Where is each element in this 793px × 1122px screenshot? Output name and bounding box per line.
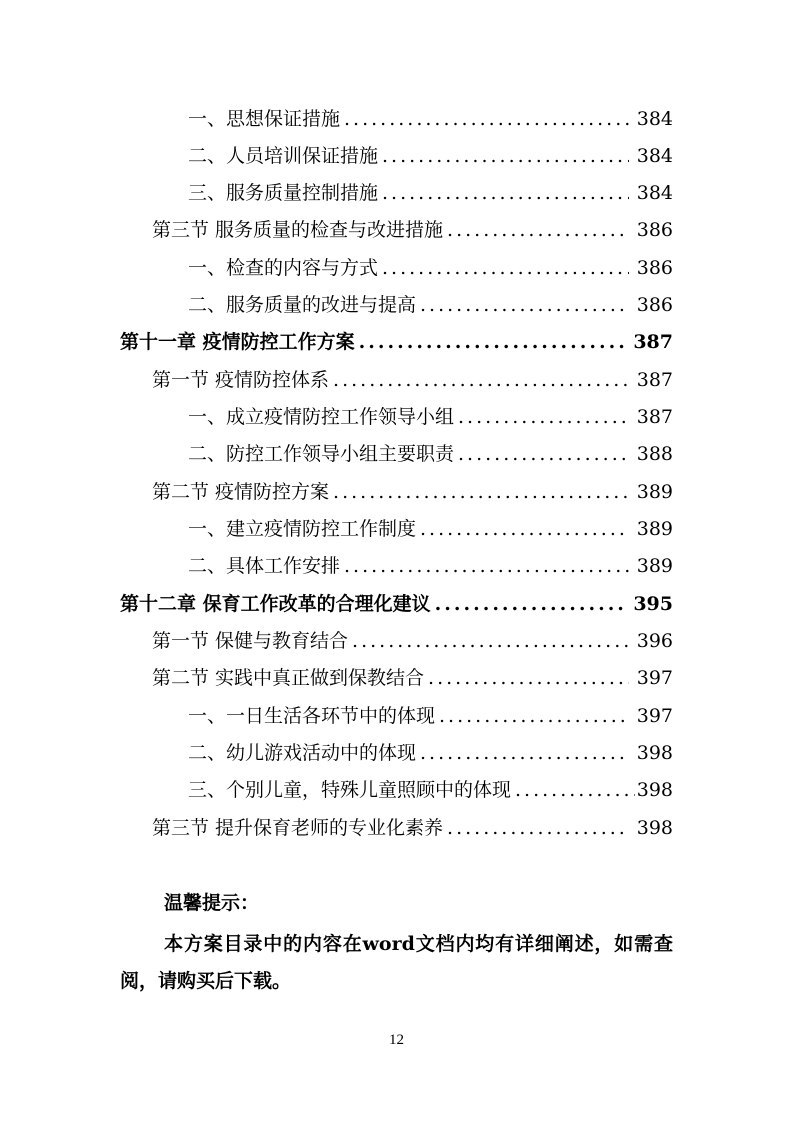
note-body: 本方案目录中的内容在word文档内均有详细阐述，如需查阅，请购买后下载。 xyxy=(120,933,673,992)
toc-entry[interactable] xyxy=(188,439,673,469)
toc-entry-page: 384 xyxy=(636,182,673,204)
page-number: 12 xyxy=(389,1032,404,1048)
toc-entry-title: 一、检查的内容与方式 xyxy=(188,257,379,279)
toc-leader-dots xyxy=(420,290,629,320)
toc-entry-title: 二、人员培训保证措施 xyxy=(188,145,379,167)
toc-entry-page: 398 xyxy=(636,817,673,839)
toc-leader-dots xyxy=(458,439,629,469)
toc-entry-title: 一、思想保证措施 xyxy=(188,108,341,130)
toc-leader-dots xyxy=(359,327,626,357)
toc-entry[interactable] xyxy=(188,738,673,768)
toc-entry-title: 第十一章 疫情防控工作方案 xyxy=(120,331,355,353)
toc-entry[interactable] xyxy=(188,775,673,805)
toc-entry[interactable] xyxy=(188,178,673,208)
toc-entry-section[interactable] xyxy=(152,215,673,245)
toc-entry-title: 三、服务质量控制措施 xyxy=(188,182,379,204)
toc-leader-dots xyxy=(458,402,629,432)
toc-entry-page: 396 xyxy=(636,630,673,652)
toc-leader-dots xyxy=(447,215,629,245)
toc-entry-section[interactable] xyxy=(152,365,673,395)
toc-leader-dots xyxy=(382,141,629,171)
toc-leader-dots xyxy=(344,551,629,581)
toc-entry-title: 二、具体工作安排 xyxy=(188,555,341,577)
toc-entry-title: 三、个别儿童，特殊儿童照顾中的体现 xyxy=(188,779,512,801)
toc-entry-title: 第一节 保健与教育结合 xyxy=(152,630,349,652)
note-heading: 温馨提示： xyxy=(164,892,260,914)
toc-entry-page: 386 xyxy=(636,219,673,241)
toc-entry-title: 第一节 疫情防控体系 xyxy=(152,369,330,391)
toc-entry-chapter[interactable] xyxy=(120,589,673,619)
toc-leader-dots xyxy=(420,514,629,544)
toc-leader-dots xyxy=(352,626,629,656)
toc-entry[interactable] xyxy=(188,104,673,134)
toc-entry-page: 389 xyxy=(636,481,673,503)
toc-leader-dots xyxy=(428,663,629,693)
toc-entry-title: 第十二章 保育工作改革的合理化建议 xyxy=(120,593,431,615)
toc-leader-dots xyxy=(344,104,629,134)
toc-entry-chapter[interactable] xyxy=(120,327,673,357)
toc-entry[interactable] xyxy=(188,514,673,544)
toc-entry-page: 397 xyxy=(636,705,673,727)
toc-entry[interactable] xyxy=(188,402,673,432)
toc-entry-page: 389 xyxy=(636,518,673,540)
toc-entry[interactable] xyxy=(188,141,673,171)
toc-entry-title: 第二节 疫情防控方案 xyxy=(152,481,330,503)
toc-entry-title: 一、成立疫情防控工作领导小组 xyxy=(188,406,455,428)
toc-leader-dots xyxy=(515,775,635,805)
toc-entry-page: 387 xyxy=(633,331,673,353)
toc-leader-dots xyxy=(420,738,629,768)
toc-entry-title: 第三节 提升保育老师的专业化素养 xyxy=(152,817,444,839)
toc-entry[interactable] xyxy=(188,701,673,731)
toc-entry-section[interactable] xyxy=(152,477,673,507)
toc-entry-title: 第二节 实践中真正做到保教结合 xyxy=(152,667,425,689)
toc-entry-title: 二、服务质量的改进与提高 xyxy=(188,294,417,316)
toc-entry-page: 388 xyxy=(636,443,673,465)
toc-entry[interactable] xyxy=(188,253,673,283)
toc-entry-page: 384 xyxy=(636,108,673,130)
toc-entry-title: 二、防控工作领导小组主要职责 xyxy=(188,443,455,465)
toc-leader-dots xyxy=(435,589,626,619)
toc-entry-section[interactable] xyxy=(152,626,673,656)
toc-leader-dots xyxy=(382,178,629,208)
toc-leader-dots xyxy=(333,477,629,507)
toc-entry-page: 395 xyxy=(633,593,673,615)
toc-entry-page: 387 xyxy=(636,406,673,428)
toc-leader-dots xyxy=(382,253,629,283)
toc-entry-page: 389 xyxy=(636,555,673,577)
toc-entry-page: 384 xyxy=(636,145,673,167)
toc-entry-page: 386 xyxy=(636,257,673,279)
toc-entry[interactable] xyxy=(188,551,673,581)
toc-leader-dots xyxy=(439,701,629,731)
toc-entry-title: 第三节 服务质量的检查与改进措施 xyxy=(152,219,444,241)
toc-entry-page: 398 xyxy=(636,742,673,764)
toc-entry-page: 387 xyxy=(636,369,673,391)
toc-entry-page: 397 xyxy=(636,667,673,689)
toc-entry-title: 二、幼儿游戏活动中的体现 xyxy=(188,742,417,764)
toc-entry-section[interactable] xyxy=(152,663,673,693)
toc-leader-dots xyxy=(333,365,629,395)
toc-entry-title: 一、建立疫情防控工作制度 xyxy=(188,518,417,540)
toc-entry-page: 398 xyxy=(636,779,673,801)
toc-entry-title: 一、一日生活各环节中的体现 xyxy=(188,705,436,727)
toc-leader-dots xyxy=(447,813,629,843)
toc-entry-section[interactable] xyxy=(152,813,673,843)
toc-entry-page: 386 xyxy=(636,294,673,316)
toc-entry[interactable] xyxy=(188,290,673,320)
